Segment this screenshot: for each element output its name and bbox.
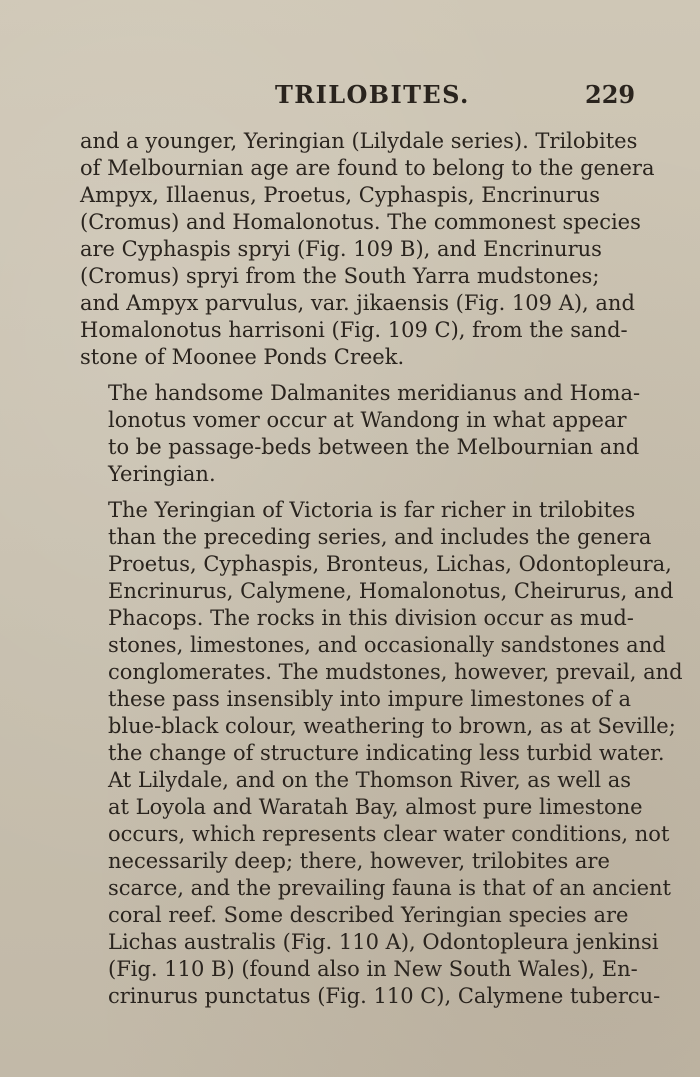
text-line: The handsome Dalmanites meridianus and Homa- — [108, 381, 641, 405]
text-line: At Lilydale, and on the Thomson River, as well as — [108, 768, 632, 792]
text-line: of Melbournian age are found to belong to the genera — [80, 156, 655, 180]
text-line: Ampyx, Illaenus, Proetus, Cyphaspis, Encrinurus — [80, 183, 601, 207]
text-line: crinurus punctatus (Fig. 110 C), Calymene tubercu- — [108, 984, 661, 1008]
text-line: (Fig. 110 B) (found also in New South Wales), En- — [108, 957, 638, 981]
text-line: (Cromus) spryi from the South Yarra mudstones; — [80, 264, 600, 288]
text-line: these pass insensibly into impure limestones of a — [108, 687, 632, 711]
text-line: Lichas australis (Fig. 110 A), Odontopleura jenkinsi — [108, 930, 659, 954]
text-line: necessarily deep; there, however, trilobites are — [108, 849, 610, 873]
text-line: The Yeringian of Victoria is far richer in trilobites — [108, 498, 636, 522]
text-line: Yeringian. — [108, 462, 216, 486]
page-body — [80, 128, 683, 1010]
text-line: coral reef. Some described Yeringian species are — [108, 903, 629, 927]
text-line: scarce, and the prevailing fauna is that of an ancient — [108, 876, 671, 900]
text-line: stone of Moonee Ponds Creek. — [80, 345, 405, 369]
text-line: occurs, which represents clear water conditions, not — [108, 822, 670, 846]
text-line: Encrinurus, Calymene, Homalonotus, Cheirurus, and — [108, 579, 674, 603]
text-line: at Loyola and Waratah Bay, almost pure limestone — [108, 795, 643, 819]
running-title: TRILOBITES. — [275, 80, 470, 109]
text-line: (Cromus) and Homalonotus. The commonest species — [80, 210, 641, 234]
text-line: Proetus, Cyphaspis, Bronteus, Lichas, Odontopleura, — [108, 552, 672, 576]
text-line: to be passage-beds between the Melbournian and — [108, 435, 640, 459]
text-line: stones, limestones, and occasionally sandstones and — [108, 633, 666, 657]
text-line: Homalonotus harrisoni (Fig. 109 C), from the sand- — [80, 318, 628, 342]
paragraph-2 — [80, 380, 641, 488]
page-header — [0, 80, 700, 114]
page-number: 229 — [585, 80, 636, 109]
text-line: Phacops. The rocks in this division occur as mud- — [108, 606, 634, 630]
text-line: and a younger, Yeringian (Lilydale series). Trilobites — [80, 129, 638, 153]
text-line: and Ampyx parvulus, var. jikaensis (Fig. 109 A), and — [80, 291, 635, 315]
text-line: the change of structure indicating less turbid water. — [108, 741, 665, 765]
paragraph-3 — [80, 497, 683, 1010]
text-line: conglomerates. The mudstones, however, prevail, and — [108, 660, 683, 684]
text-line: lonotus vomer occur at Wandong in what appear — [108, 408, 627, 432]
text-line: are Cyphaspis spryi (Fig. 109 B), and Encrinurus — [80, 237, 602, 261]
paragraph-1 — [80, 128, 655, 371]
text-line: blue-black colour, weathering to brown, as at Seville; — [108, 714, 676, 738]
text-line: than the preceding series, and includes the genera — [108, 525, 652, 549]
